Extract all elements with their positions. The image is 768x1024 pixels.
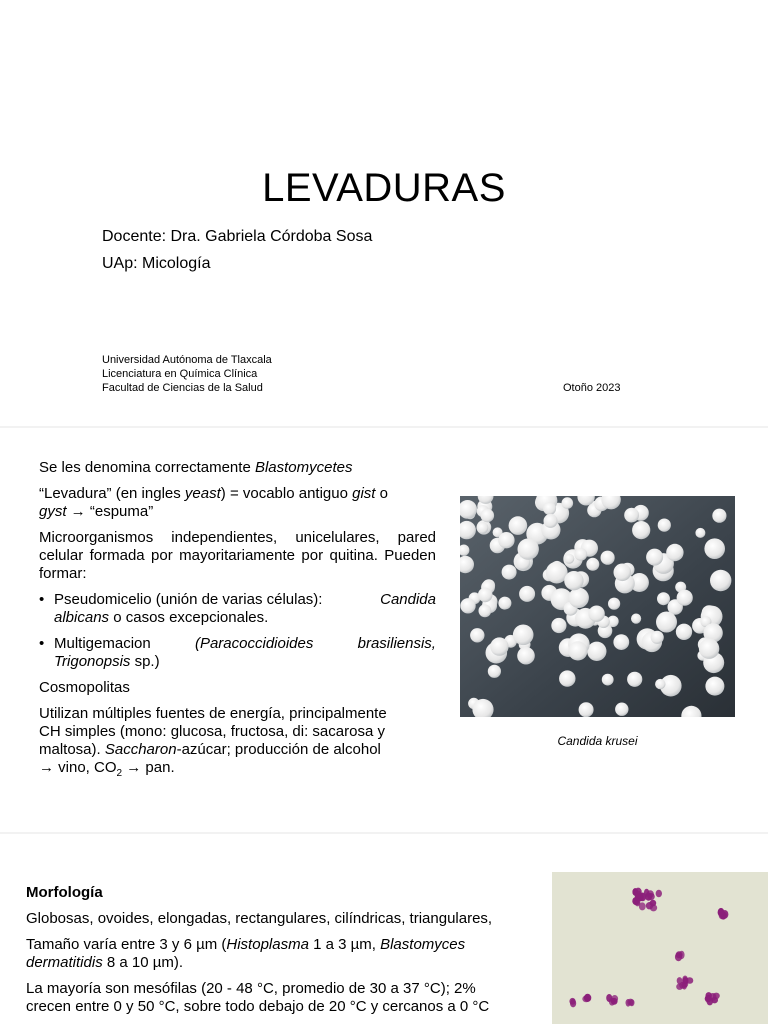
bullet-dot: •: [39, 591, 45, 608]
paragraph: Se les denomina correctamente Blastomycetes: [39, 459, 353, 476]
yeast-micrograph: [552, 872, 768, 1024]
docente-text: Docente: Dra. Gabriela Córdoba Sosa: [102, 228, 373, 245]
paragraph: Tamaño varía entre 3 y 6 µm (Histoplasma 1 a 3 µm, Blastomyces dermatitidis 8 a 10 µm).: [26, 936, 466, 971]
text-column: [39, 459, 436, 791]
bullet-item: • Multigemacion (Paracoccidioides brasiliensis, Trigonopsis sp.): [39, 635, 436, 670]
candida-colonies-photo: [460, 496, 735, 717]
bullet-item: • Pseudomicelio (unión de varias células): Candida albicans o casos excepcionales.: [39, 591, 436, 626]
paragraph: Microorganismos independientes, unicelulares, pared celular formada por mayoritariamente por quitina. Pueden formar:: [39, 529, 436, 582]
bullet-dot: •: [39, 635, 45, 652]
morphology-slide: [0, 834, 768, 1024]
section-heading: Morfología: [26, 884, 103, 901]
paragraph: Cosmopolitas: [39, 679, 130, 696]
institution-line: Universidad Autónoma de Tlaxcala: [102, 354, 272, 366]
paragraph: Globosas, ovoides, elongadas, rectangulares, cilíndricas, triangulares,: [26, 910, 493, 927]
morphology-text: [26, 884, 546, 1024]
institution-block: [102, 353, 272, 395]
paragraph: “Levadura” (en ingles yeast) = vocablo antiguo gist o gyst → “espuma”: [39, 485, 388, 520]
institution-line: Facultad de Ciencias de la Salud: [102, 382, 263, 394]
date-text: Otoño 2023: [563, 382, 621, 394]
intro-slide: [0, 428, 768, 832]
slide-title: LEVADURAS: [262, 166, 506, 210]
title-slide: [0, 0, 768, 426]
photo-caption: Candida krusei: [557, 734, 638, 748]
paragraph: La mayoría son mesófilas (20 - 48 °C, promedio de 30 a 37 °C); 2% crecen entre 0 y 50 °C, sobre todo debajo de 20 °C y cercanos a 0 °C: [26, 980, 490, 1015]
uap-text: UAp: Micología: [102, 255, 211, 272]
paragraph: Utilizan múltiples fuentes de energía, principalmente CH simples (mono: glucosa, fructosa, di: sacarosa y maltosa). Saccharon-azúcar; producción de alcohol → vino, $CO_2$ → pan.: [39, 705, 387, 779]
institution-line: Licenciatura en Química Clínica: [102, 368, 258, 380]
